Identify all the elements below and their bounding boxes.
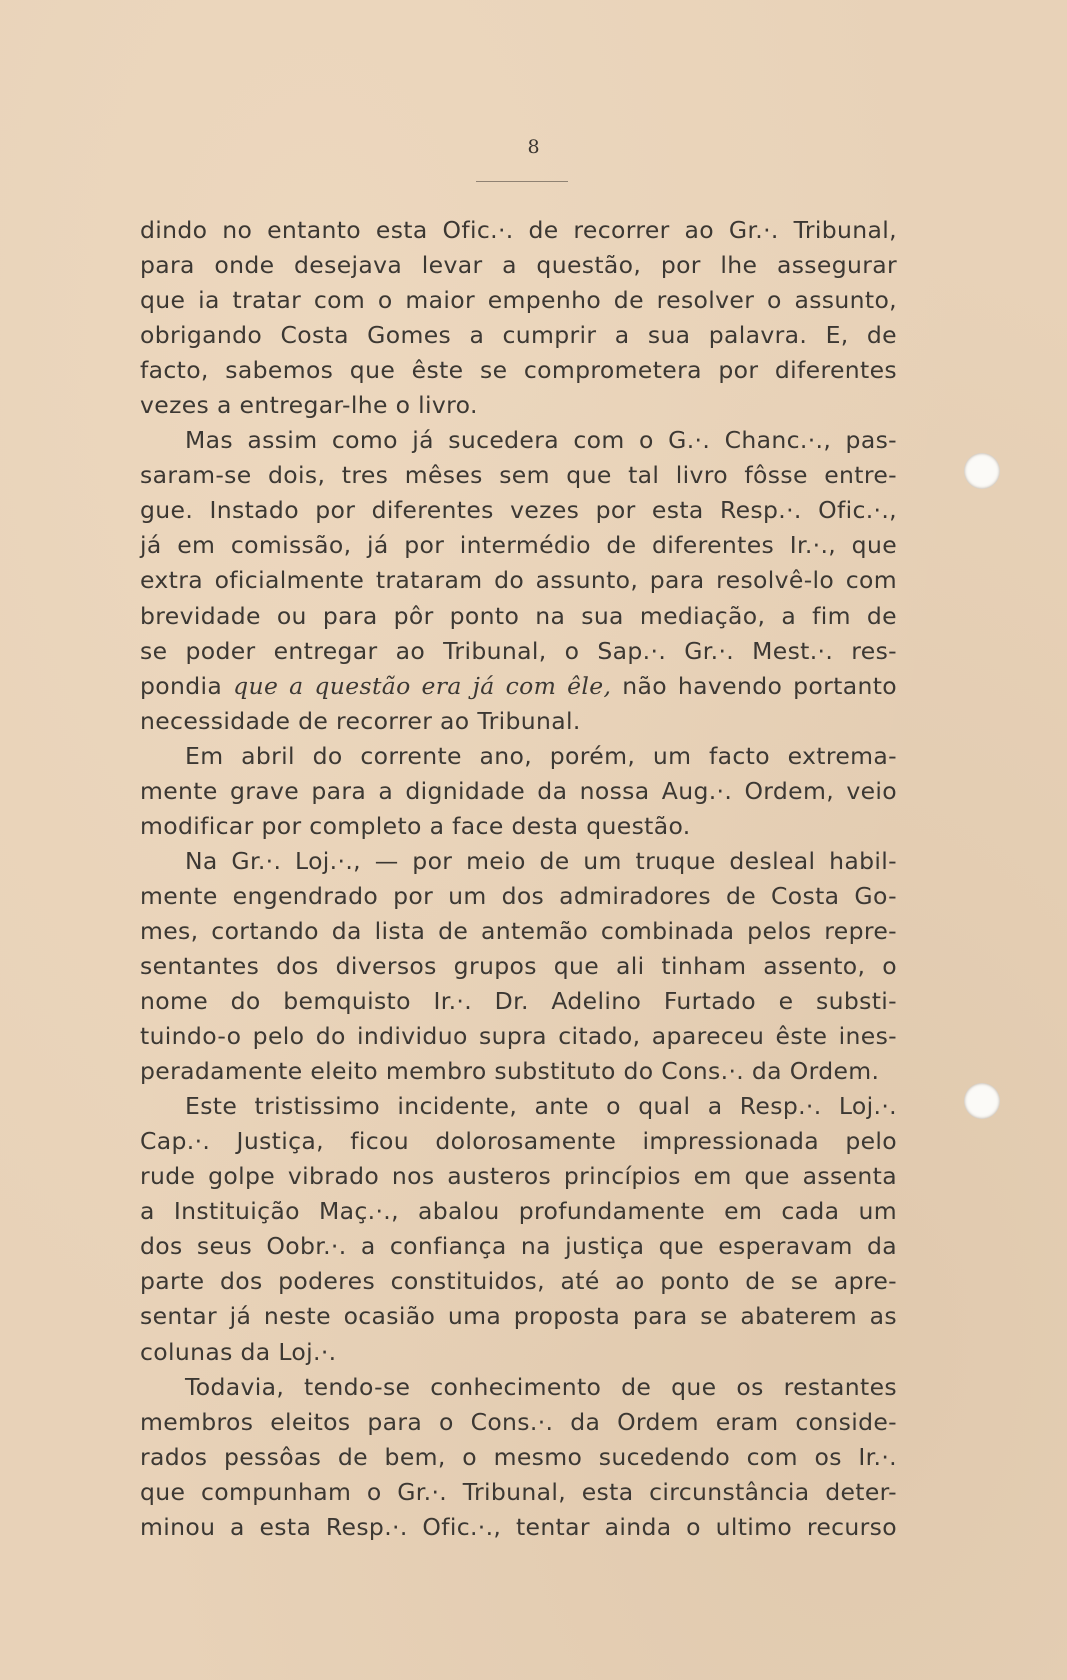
text-line: modificar por completo a face desta questão. <box>140 811 691 840</box>
text-line: obrigando Costa Gomes a cumprir a sua palavra. E, de <box>140 321 897 350</box>
text-line: minou a esta Resp.·. Ofic.·., tentar ainda o ultimo recurso <box>140 1512 897 1541</box>
text-line: mente engendrado por um dos admiradores de Costa Go- <box>140 881 897 910</box>
text-line: tuindo-o pelo do individuo supra citado, apareceu êste ines- <box>140 1022 897 1051</box>
text-line <box>140 669 897 704</box>
text-line: rados pessôas de bem, o mesmo sucedendo com os Ir.·. <box>140 1442 897 1471</box>
text-line: Mas assim como já sucedera com o G.·. Chanc.·., pas- <box>185 426 897 455</box>
text-line: Em abril do corrente ano, porém, um facto extrema- <box>185 741 897 770</box>
text-line: que compunham o Gr.·. Tribunal, esta circunstância deter- <box>140 1477 897 1506</box>
text-line-segment: pondia <box>140 671 234 700</box>
text-line: extra oficialmente trataram do assunto, para resolvê-lo com <box>140 566 897 595</box>
text-line: parte dos poderes constituidos, até ao ponto de se apre- <box>140 1267 897 1296</box>
text-line: mente grave para a dignidade da nossa Aug.·. Ordem, veio <box>140 776 897 805</box>
text-line: Cap.·. Justiça, ficou dolorosamente impressionada pelo <box>140 1127 897 1156</box>
text-line: para onde desejava levar a questão, por lhe assegurar <box>140 251 897 280</box>
text-line: sentantes dos diversos grupos que ali tinham assento, o <box>140 951 897 980</box>
text-line: dindo no entanto esta Ofic.·. de recorrer ao Gr.·. Tribunal, <box>140 216 897 244</box>
header-rule <box>476 181 568 182</box>
text-line: brevidade ou para pôr ponto na sua mediação, a fim de <box>140 601 897 630</box>
text-line: que ia tratar com o maior empenho de resolver o assunto, <box>140 286 897 315</box>
text-line: dos seus Oobr.·. a confiança na justiça que esperavam da <box>140 1232 897 1261</box>
text-line: gue. Instado por diferentes vezes por esta Resp.·. Ofic.·., <box>140 496 897 525</box>
text-line: já em comissão, já por intermédio de diferentes Ir.·., que <box>140 531 897 560</box>
text-line: Na Gr.·. Loj.·., — por meio de um truque desleal habil- <box>185 846 897 875</box>
italic-quote: que a questão era já com êle, <box>233 671 612 700</box>
text-line: necessidade de recorrer ao Tribunal. <box>140 706 581 735</box>
text-line: vezes a entregar-lhe o livro. <box>140 391 478 420</box>
text-line: Todavia, tendo-se conhecimento de que os restantes <box>185 1372 897 1401</box>
punch-hole-bottom <box>964 1083 1000 1119</box>
text-line: rude golpe vibrado nos austeros princípios em que assenta <box>140 1162 897 1191</box>
punch-hole-top <box>964 453 1000 489</box>
text-line: se poder entregar ao Tribunal, o Sap.·. Gr.·. Mest.·. res- <box>140 636 897 665</box>
text-line: a Instituição Maç.·., abalou profundamente em cada um <box>140 1197 897 1226</box>
text-line: peradamente eleito membro substituto do Cons.·. da Ordem. <box>140 1057 880 1086</box>
text-line-segment: não havendo portanto <box>611 671 897 700</box>
text-line: nome do bemquisto Ir.·. Dr. Adelino Furtado e substi- <box>140 987 897 1016</box>
page-number: 8 <box>527 136 540 158</box>
text-line: saram-se dois, tres mêses sem que tal livro fôsse entre- <box>140 461 897 490</box>
text-line: Este tristissimo incidente, ante o qual a Resp.·. Loj.·. <box>185 1092 897 1121</box>
body-text <box>140 213 897 1545</box>
text-line: sentar já neste ocasião uma proposta para se abaterem as <box>140 1302 897 1331</box>
text-line: colunas da Loj.·. <box>140 1337 337 1366</box>
text-line: mes, cortando da lista de antemão combinada pelos repre- <box>140 916 897 945</box>
text-line: facto, sabemos que êste se comprometera por diferentes <box>140 356 897 385</box>
text-line: membros eleitos para o Cons.·. da Ordem eram conside- <box>140 1407 897 1436</box>
